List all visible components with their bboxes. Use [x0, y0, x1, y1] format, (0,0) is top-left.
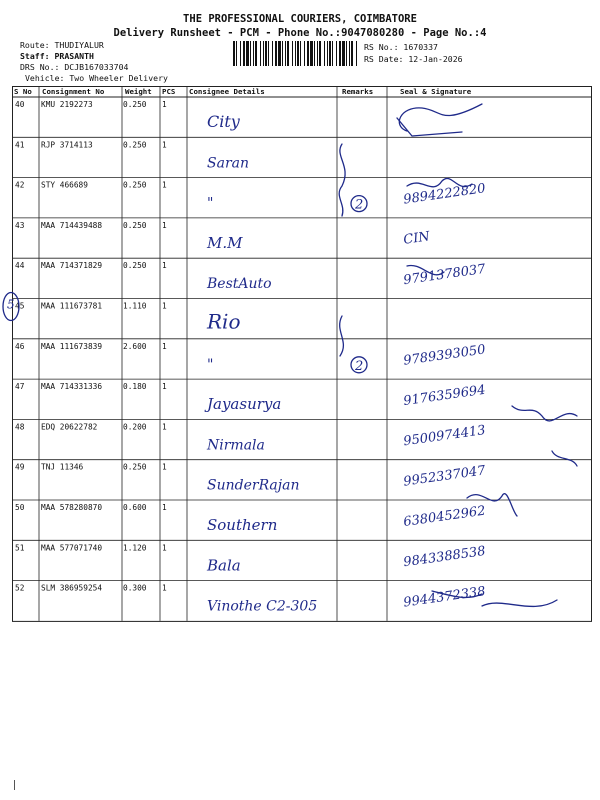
cell-sno: 43 [15, 220, 25, 230]
header-consignment-no: Consignment No [42, 87, 105, 96]
cell-pcs: 1 [162, 583, 167, 593]
cell-pcs: 1 [162, 301, 167, 311]
cell-weight: 0.250 [123, 100, 147, 109]
cell-signature-handwritten: 9500974413 [402, 422, 487, 450]
barcode-bar [317, 41, 318, 66]
cell-pcs: 1 [162, 382, 167, 392]
barcode-bar [285, 41, 286, 66]
cell-weight: 0.250 [123, 220, 147, 230]
cell-sno: 45 [15, 301, 25, 311]
circled-sno-number: 5 [7, 297, 15, 312]
cell-consignee-handwritten: Jayasurya [207, 395, 282, 414]
cell-consignee-handwritten: " [207, 356, 214, 373]
barcode-bar [236, 41, 237, 66]
cell-weight: 0.200 [123, 422, 147, 432]
cell-consignee-handwritten: SunderRajan [207, 477, 300, 494]
cell-sno: 44 [15, 261, 25, 271]
cell-signature-handwritten: 9176359694 [402, 382, 487, 410]
cell-pcs: 1 [162, 341, 167, 351]
table-row [15, 342, 486, 374]
barcode-bar [314, 41, 315, 66]
cell-consignee-handwritten: Vinothe C2-305 [207, 598, 318, 615]
barcode-bar [319, 41, 321, 66]
cell-consignment-no: MAA 714371829 [41, 261, 103, 271]
barcode-bar [304, 41, 305, 66]
cell-weight: 0.250 [123, 462, 147, 472]
header-seal-signature: Seal & Signature [400, 87, 472, 96]
signature-scribble [512, 406, 577, 421]
runsheet-subtitle: Delivery Runsheet - PCM - Phone No.:9047080280 - Page No.:4 [113, 27, 487, 39]
barcode-bar [265, 41, 267, 66]
cell-pcs: 1 [162, 462, 167, 472]
cell-pcs: 1 [162, 422, 167, 432]
cell-sno: 50 [15, 503, 25, 512]
cell-consignment-no: MAA 714439488 [41, 220, 103, 230]
cell-weight: 0.250 [123, 140, 147, 150]
barcode-bar [233, 41, 235, 66]
cell-pcs: 1 [162, 503, 167, 512]
cell-consignment-no: SLM 386959254 [41, 583, 103, 593]
barcode-bar [260, 41, 261, 66]
header-weight: Weight [125, 87, 152, 96]
cell-signature-handwritten: 9894222820 [402, 181, 487, 208]
signature-scribble [397, 118, 462, 136]
signature-scribble [399, 104, 482, 131]
barcode-image [233, 41, 359, 66]
barcode-bar [295, 41, 296, 66]
header-remarks: Remarks [342, 87, 374, 96]
vehicle-label: Vehicle: Two Wheeler Delivery [25, 73, 168, 83]
signature-scribble [482, 600, 557, 606]
barcode-bar [287, 41, 289, 66]
cell-sno: 49 [15, 462, 25, 472]
rs-no-label: RS No.: 1670337 [364, 42, 438, 52]
staff-label: Staff: PRASANTH [20, 51, 94, 61]
cell-signature-handwritten: 9843388538 [402, 543, 487, 571]
cell-sno: 41 [15, 140, 25, 150]
cell-pcs: 1 [162, 261, 167, 271]
cell-sno: 52 [15, 583, 25, 593]
table-row [15, 100, 241, 131]
table-grid [12, 86, 592, 621]
barcode-bar [310, 41, 313, 66]
cell-consignment-no: RJP 3714113 [41, 140, 93, 150]
cell-signature-handwritten: 6380452962 [402, 503, 487, 530]
table-row [15, 382, 486, 413]
cell-sno: 46 [15, 341, 25, 351]
cell-pcs: 1 [162, 100, 167, 109]
table-row [15, 221, 431, 252]
barcode-bar [272, 41, 273, 66]
table-row [15, 543, 486, 574]
barcode-bar [346, 41, 347, 66]
cell-consignee-handwritten: Rio [207, 309, 241, 334]
remark-bracket-stroke [339, 144, 345, 216]
cell-weight: 2.600 [123, 341, 147, 351]
table-row [15, 463, 487, 494]
cell-remark-handwritten: 2 [355, 197, 364, 213]
barcode-bar [282, 41, 283, 66]
cell-consignee-handwritten: " [207, 195, 214, 212]
cell-consignee-handwritten: BestAuto [207, 276, 272, 293]
cell-pcs: 1 [162, 140, 167, 150]
barcode-bar [253, 41, 254, 66]
barcode-bar [327, 41, 328, 66]
cell-consignee-handwritten: M.M [207, 233, 243, 252]
cell-consignee-handwritten: Saran [207, 155, 249, 172]
handwritten-annotations [3, 104, 577, 606]
barcode-bar [339, 41, 341, 66]
barcode-bar [356, 41, 357, 66]
cell-consignment-no: MAA 111673839 [41, 341, 103, 351]
corner-mark [14, 780, 19, 790]
cell-weight: 0.250 [123, 261, 147, 271]
barcode-bar [329, 41, 331, 66]
cell-consignment-no: EDQ 20622782 [41, 422, 98, 432]
cell-pcs: 1 [162, 220, 167, 230]
cell-pcs: 1 [162, 543, 167, 553]
barcode-bar [332, 41, 333, 66]
cell-signature-handwritten: 9944372338 [402, 584, 487, 611]
remark-bracket-stroke [340, 316, 344, 356]
table-row [15, 302, 241, 334]
barcode-bar [250, 41, 251, 66]
barcode-bar [297, 41, 299, 66]
cell-pcs: 1 [162, 180, 167, 190]
cell-weight: 0.180 [123, 382, 147, 392]
cell-consignment-no: TNJ 11346 [41, 462, 84, 472]
cell-weight: 0.600 [123, 503, 147, 512]
cell-consignment-no: KMU 2192273 [41, 100, 93, 109]
cell-remark-handwritten: 2 [355, 358, 364, 374]
cell-weight: 1.110 [123, 301, 147, 311]
header-consignee-details: Consignee Details [189, 87, 265, 96]
cell-signature-handwritten: 9789393050 [402, 342, 487, 369]
cell-consignment-no: MAA 578280870 [41, 503, 103, 512]
barcode-bar [292, 41, 293, 66]
cell-weight: 1.120 [123, 543, 147, 553]
barcode-bar [351, 41, 353, 66]
table-row [15, 422, 486, 453]
barcode-bar [336, 41, 337, 66]
cell-consignment-no: MAA 577071740 [41, 543, 103, 553]
barcode-bar [243, 41, 245, 66]
barcode-bar [263, 41, 264, 66]
cell-weight: 0.300 [123, 583, 147, 593]
cell-weight: 0.250 [123, 180, 147, 190]
cell-sno: 48 [15, 422, 25, 432]
barcode-bar [246, 41, 249, 66]
table-row [15, 181, 486, 213]
cell-sno: 51 [15, 543, 25, 553]
runsheet-table [7, 86, 592, 621]
barcode-bar [240, 41, 241, 66]
barcode-bar [349, 41, 350, 66]
table-row [15, 140, 249, 171]
cell-consignee-handwritten: Nirmala [207, 437, 265, 454]
cell-consignment-no: MAA 714331336 [41, 382, 103, 392]
cell-sno: 47 [15, 382, 25, 392]
signature-scribble [552, 451, 577, 466]
cell-consignment-no: STY 466689 [41, 180, 88, 190]
rs-date-label: RS Date: 12-Jan-2026 [364, 54, 463, 64]
cell-consignee-handwritten: Southern [207, 516, 278, 534]
cell-signature-handwritten: CIN [402, 229, 431, 248]
barcode-bar [268, 41, 269, 66]
barcode-bar [342, 41, 345, 66]
company-title: THE PROFESSIONAL COURIERS, COIMBATORE [183, 13, 417, 25]
barcode-bar [255, 41, 257, 66]
barcode-bar [307, 41, 309, 66]
cell-signature-handwritten: 9952337047 [402, 463, 487, 490]
header-pcs: PCS [162, 87, 176, 96]
table-border [13, 87, 592, 622]
cell-sno: 42 [15, 180, 25, 190]
barcode-bar [300, 41, 301, 66]
cell-consignee-handwritten: City [207, 112, 240, 131]
barcode-bar [324, 41, 325, 66]
header-sno: S No [14, 87, 32, 96]
cell-consignment-no: MAA 111673781 [41, 301, 103, 311]
barcode-bar [275, 41, 277, 66]
cell-sno: 40 [15, 100, 25, 109]
drs-label: DRS No.: DCJB167033704 [20, 62, 129, 72]
route-label: Route: THUDIYALUR [20, 40, 104, 50]
barcode-bar [278, 41, 281, 66]
cell-signature-handwritten: 9791378037 [402, 261, 487, 289]
cell-consignee-handwritten: Bala [207, 556, 241, 575]
table-row [15, 503, 486, 534]
table-row [15, 584, 486, 615]
